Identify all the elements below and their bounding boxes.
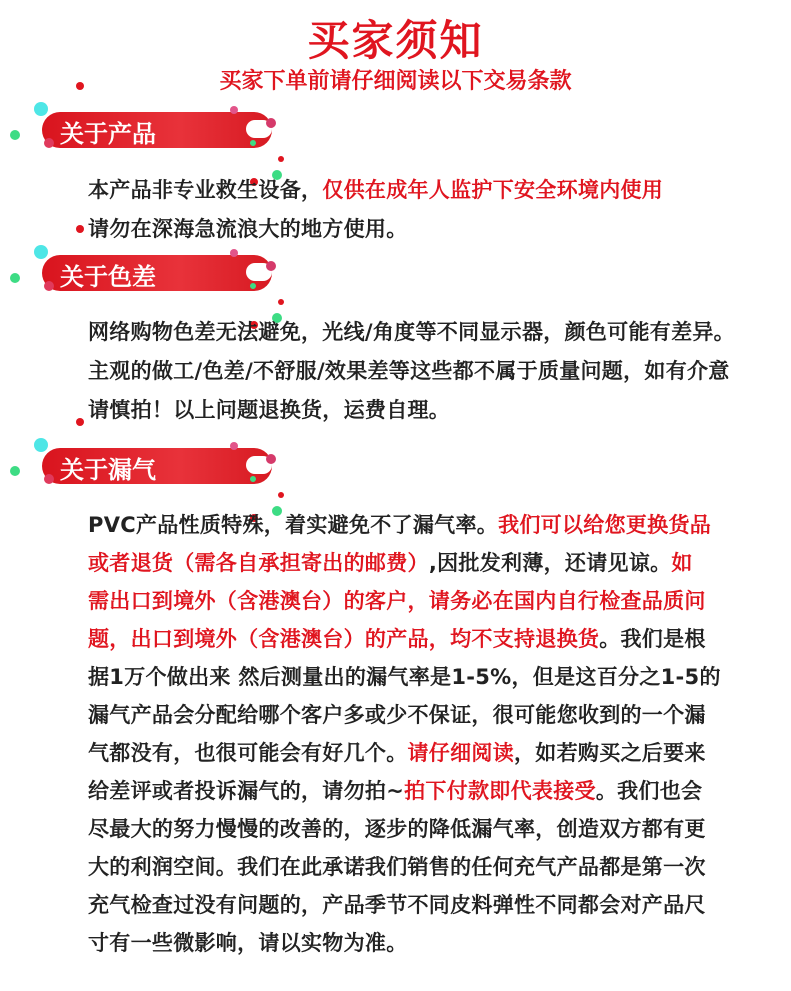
decorative-dot <box>34 245 48 259</box>
text-line <box>88 316 735 346</box>
body-text: 请勿在深海急流浪大的地方使用。 <box>88 217 408 241</box>
decorative-dot <box>266 261 276 271</box>
body-text: 尽最大的努力慢慢的改善的，逐步的降低漏气率，创造双方都有更 <box>88 817 706 841</box>
body-text: 主观的做工/色差/不舒服/效果差等这些都不属于质量问题，如有介意 <box>88 359 730 383</box>
decorative-dot <box>250 283 256 289</box>
decorative-dot <box>10 466 20 476</box>
body-text: 网络购物色差无法避免，光线/角度等不同显示器，颜色可能有差异。 <box>88 320 735 344</box>
text-line <box>88 174 663 204</box>
highlight-text: 题，出口到境外（含港澳台）的产品，均不支持退换货 <box>88 627 600 651</box>
text-line <box>88 851 706 881</box>
body-text: ,因批发利薄，还请见谅。 <box>428 551 672 575</box>
decorative-dot <box>10 130 20 140</box>
section-heading: 关于漏气 <box>60 456 156 484</box>
body-text: 请慎拍！以上问题退换货，运费自理。 <box>88 398 451 422</box>
body-text: 。我们是根 <box>599 627 706 651</box>
section-banner <box>40 446 276 486</box>
body-text: 大的利润空间。我们在此承诺我们销售的任何充气产品都是第一次 <box>88 855 706 879</box>
body-text: 据1万个做出来 然后测量出的漏气率是1-5%，但是这百分之1-5的 <box>88 665 721 689</box>
text-line <box>88 889 706 919</box>
page-subtitle: 买家下单前请仔细阅读以下交易条款 <box>219 69 572 94</box>
text-line <box>88 737 706 767</box>
decorative-dot <box>76 418 84 426</box>
body-text: 寸有一些微影响，请以实物为准。 <box>88 931 408 955</box>
decorative-dot <box>44 281 54 291</box>
decorative-dot <box>76 82 84 90</box>
decorative-dot <box>266 454 276 464</box>
decorative-dot <box>250 476 256 482</box>
body-text: 本产品非专业救生设备， <box>88 178 323 202</box>
text-line <box>88 661 721 691</box>
highlight-text: 或者退货（需各自承担寄出的邮费） <box>88 551 429 575</box>
text-line <box>88 547 693 577</box>
section-heading: 关于色差 <box>60 263 156 291</box>
text-line <box>88 509 711 539</box>
body-text: ，如若购买之后要来 <box>514 741 706 765</box>
decorative-dot <box>230 106 238 114</box>
decorative-dot <box>44 138 54 148</box>
body-text: 给差评或者投诉漏气的，请勿拍~ <box>88 779 405 803</box>
text-line <box>88 927 408 957</box>
text-line <box>88 699 706 729</box>
text-line <box>88 355 730 385</box>
body-text: 漏气产品会分配给哪个客户多或少不保证，很可能您收到的一个漏 <box>88 703 706 727</box>
decorative-dot <box>10 273 20 283</box>
decorative-dot <box>76 225 84 233</box>
highlight-text: 仅供在成年人监护下安全环境内使用 <box>322 178 664 202</box>
text-line <box>88 394 450 424</box>
body-text: 充气检查过没有问题的，产品季节不同皮料弹性不同都会对产品尺 <box>88 893 706 917</box>
section-heading: 关于产品 <box>60 120 156 148</box>
decorative-dot <box>34 102 48 116</box>
highlight-text: 拍下付款即代表接受 <box>404 779 596 803</box>
body-text: 。我们也会 <box>595 779 703 803</box>
text-line <box>88 775 702 805</box>
decorative-dot <box>230 442 238 450</box>
section-banner <box>40 253 276 293</box>
text-line <box>88 623 706 653</box>
decorative-dot <box>250 140 256 146</box>
highlight-text: 需出口到境外（含港澳台）的客户，请务必在国内自行检查品质问 <box>88 589 706 613</box>
decorative-dot <box>34 438 48 452</box>
section-banner <box>40 110 276 150</box>
body-text: 气都没有，也很可能会有好几个。 <box>88 741 408 765</box>
highlight-text: 请仔细阅读 <box>407 741 514 765</box>
page-title: 买家须知 <box>307 16 484 65</box>
decorative-dot <box>278 156 284 162</box>
body-text: PVC产品性质特殊，着实避免不了漏气率。 <box>88 513 499 537</box>
highlight-text: 如 <box>671 551 693 575</box>
decorative-dot <box>44 474 54 484</box>
decorative-dot <box>266 118 276 128</box>
text-line <box>88 813 706 843</box>
text-line <box>88 585 706 615</box>
decorative-dot <box>278 492 284 498</box>
decorative-dot <box>230 249 238 257</box>
highlight-text: 我们可以给您更换货品 <box>498 513 712 537</box>
decorative-dot <box>278 299 284 305</box>
text-line <box>88 213 408 243</box>
